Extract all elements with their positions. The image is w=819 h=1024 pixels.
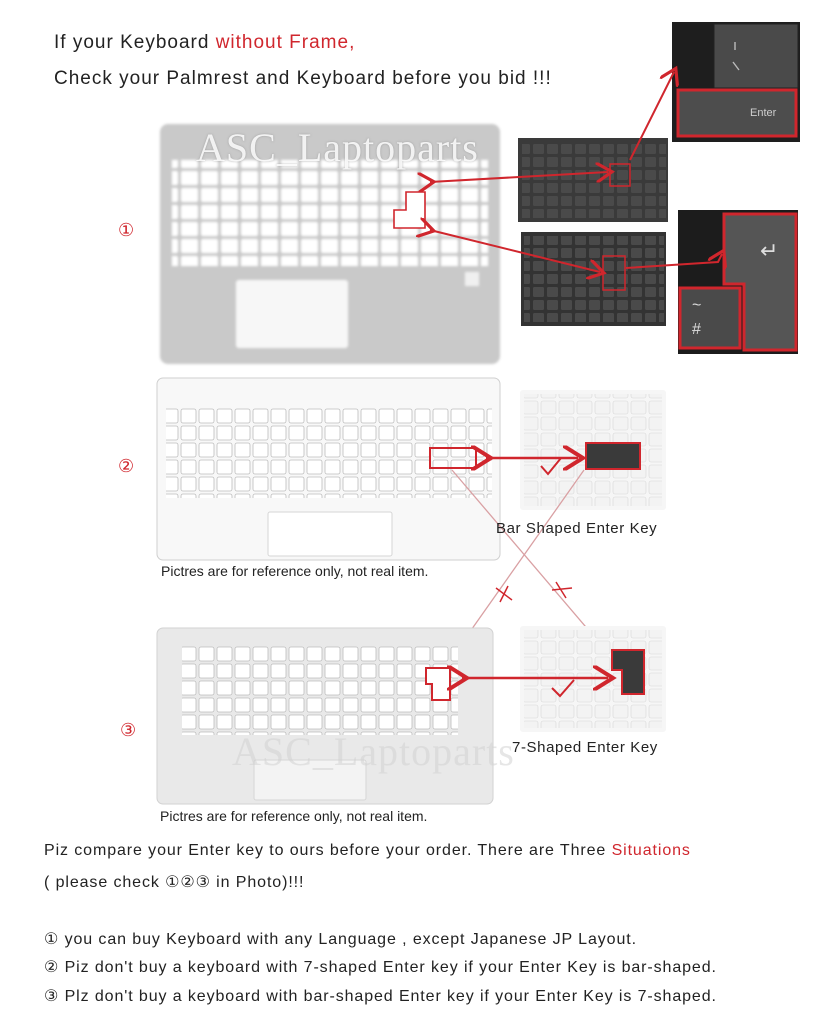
compare-line-2: ( please check ①②③ in Photo)!!! — [44, 874, 305, 891]
header-line-1-prefix: If your Keyboard — [54, 32, 210, 53]
note-3: ③ Plz don't buy a keyboard with bar-shaped Enter key if your Enter Key is 7-shaped. — [44, 988, 717, 1005]
watermark-top: ASC_Laptoparts — [196, 125, 479, 170]
caption-bar-enter: Bar Shaped Enter Key — [496, 520, 658, 537]
compare-highlight: Situations — [611, 842, 691, 859]
keyboard-photo-1a — [518, 138, 668, 222]
header-line-1-highlight: without Frame, — [215, 32, 356, 53]
note-2: ② Piz don't buy a keyboard with 7-shaped Enter key if your Enter Key is bar-shaped. — [44, 959, 717, 976]
note-1: ① you can buy Keyboard with any Language , except Japanese JP Layout. — [44, 931, 637, 948]
compare-prefix: Piz compare your Enter key to ours before your order. There are Three — [44, 842, 607, 859]
compare-line-1 — [44, 842, 691, 860]
zoom-return-arrow: ↵ — [760, 238, 779, 263]
section-marker-2: ② — [118, 456, 135, 476]
header-line-2: Check your Palmrest and Keyboard before you bid !!! — [54, 68, 552, 89]
palmrest-3 — [157, 628, 493, 804]
keyboard-photo-2 — [520, 390, 666, 510]
zoom-enter-label: Enter — [750, 107, 777, 119]
zoom-enter-7 — [678, 210, 798, 354]
x-mark-b — [552, 582, 572, 598]
disclaimer-2: Pictres are for reference only, not real item. — [161, 563, 429, 579]
caption-7-enter: 7-Shaped Enter Key — [512, 739, 658, 756]
section-marker-3: ③ — [120, 720, 137, 740]
zoom-hash: # — [692, 321, 701, 338]
disclaimer-3: Pictres are for reference only, not real item. — [160, 808, 428, 824]
zoom-tilde: ~ — [692, 297, 702, 314]
section-marker-1: ① — [118, 220, 135, 240]
x-mark-a — [496, 586, 512, 602]
watermark-bottom: ASC_Laptoparts — [232, 729, 515, 774]
keyboard-photo-1b — [521, 232, 666, 326]
zoom-enter-bar — [672, 22, 800, 142]
